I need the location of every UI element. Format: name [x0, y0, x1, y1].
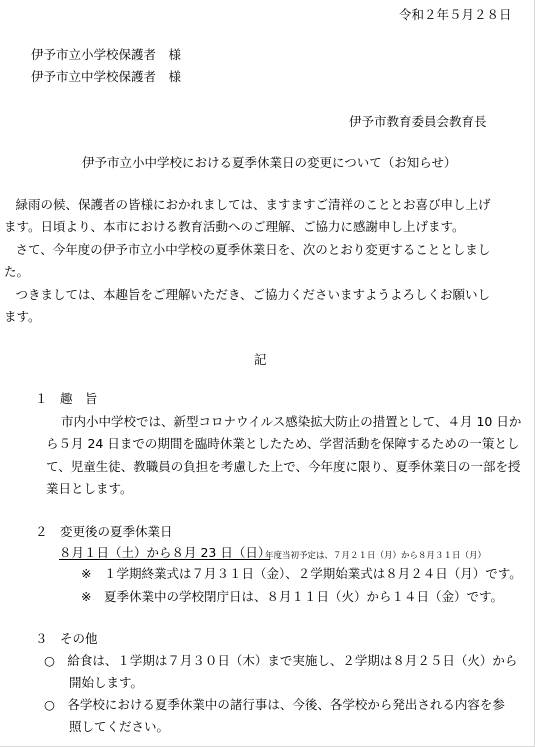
intro-line: ます。	[4, 309, 41, 324]
section3-item: ○ 各学校における夏季休業中の諸行事は、今後、各学校から発出される内容を参	[44, 697, 505, 712]
section2-note: ※ 夏季休業中の学校閉庁日は、８月１１日（火）から１４日（金）です。	[81, 589, 503, 604]
sender: 伊予市教育委員会教育長	[349, 114, 487, 129]
ki-heading: 記	[254, 352, 267, 367]
section3-item: 開始します。	[44, 675, 144, 690]
section3-item: 照してください。	[44, 719, 170, 734]
section1-line: 業日とします。	[46, 481, 133, 496]
section2-heading: ２ 変更後の夏季休業日	[35, 524, 173, 539]
section3-heading: ３ その他	[35, 631, 98, 646]
section3-item: ○ 給食は、１学期は７月３０日（木）まで実施し、２学期は８月２５日（火）から	[44, 653, 518, 668]
intro-line: つきましては、本趣旨をご理解いただき、ご協力くださいますようよろしくお願いし	[3, 287, 491, 302]
original-schedule-note: 年度当初予定は、７月２１日（月）から８月３１日（月）	[265, 551, 487, 561]
intro-line: さて、今年度の伊予市立小中学校の夏季休業日を、次のとおり変更することとしまし	[3, 242, 491, 257]
document-date: 令和２年５月２８日	[399, 7, 512, 22]
section1-heading: １ 趣 旨	[35, 391, 98, 406]
document-title: 伊予市立小中学校における夏季休業日の変更について（お知らせ）	[82, 155, 457, 170]
intro-line: 緑雨の候、保護者の皆様におかれましては、ますますご清祥のこととお喜び申し上げ	[3, 197, 491, 212]
recipient-elementary: 伊予市立小学校保護者 様	[31, 47, 182, 62]
changed-period: ８月１日（土）から８月 23 日（日）	[59, 545, 271, 560]
section1-line: て、児童生徒、教職員の負担を考慮した上で、今年度に限り、夏季休業日の一部を授	[46, 459, 521, 474]
section1-line: 市内小中学校では、新型コロナウイルス感染拡大防止の措置として、４月 10 日か	[61, 414, 522, 429]
recipient-junior-high: 伊予市立中学校保護者 様	[31, 69, 182, 84]
section1-line: ら５月 24 日までの期間を臨時休業としたため、学習活動を保障するための一策とし	[46, 436, 520, 451]
intro-line: た。	[4, 264, 30, 279]
section2-note: ※ １学期終業式は７月３１日（金）、２学期始業式は８月２４日（月）です。	[81, 566, 522, 581]
intro-line: ます。日頃より、本市における教育活動へのご理解、ご協力に感謝申し上げます。	[4, 219, 465, 234]
